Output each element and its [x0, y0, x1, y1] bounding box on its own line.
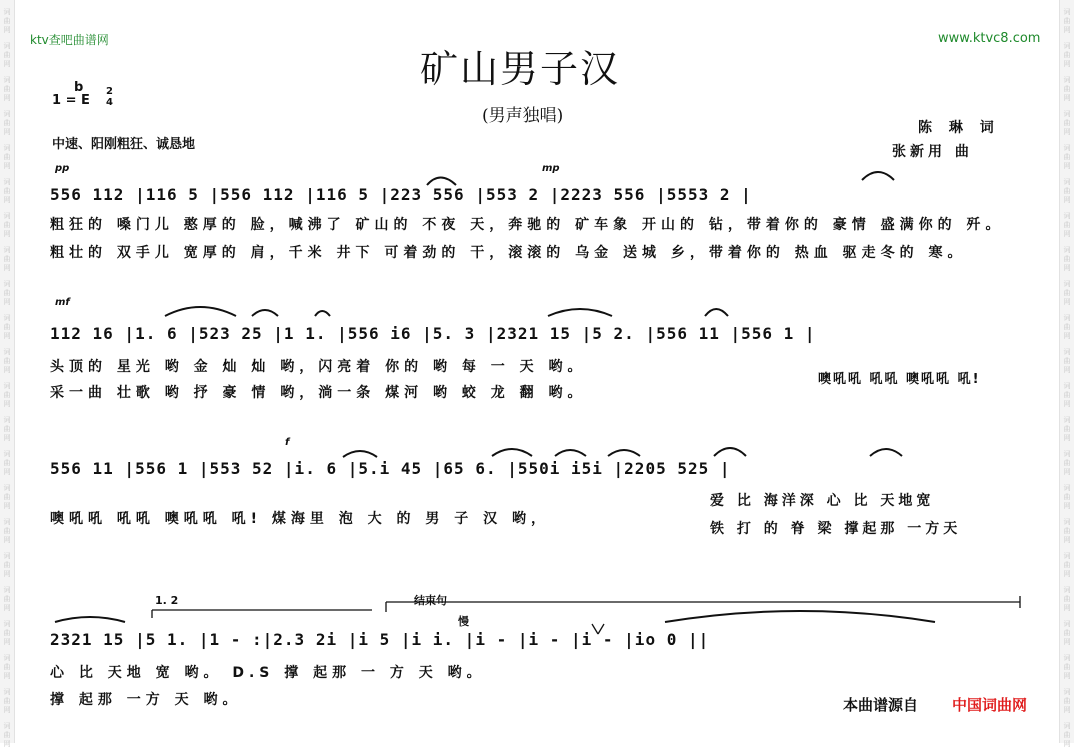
notation-row: 2321 15 |5 1. |1 - :|2.3 2i |i 5 |i i. |i - |i - |i - |io 0 || — [50, 630, 710, 649]
lyric-line: 头顶的 星光 哟 金 灿 灿 哟，闪亮着 你的 哟 每 一 天 哟。 — [50, 359, 587, 375]
site-url-right[interactable]: www.ktvc8.com — [938, 31, 1041, 46]
lyric-line: 粗壮的 双手儿 宽厚的 肩，千米 井下 可着劲的 干，滚滚的 乌金 送城 乡，带着你的 热血 驱走冬的 寒。 — [50, 245, 967, 261]
watermark-glyph: 词 曲 网 — [3, 416, 11, 442]
watermark-glyph: 词 曲 网 — [3, 620, 11, 646]
watermark-glyph: 词 曲 网 — [1063, 314, 1071, 340]
watermark-glyph: 词 曲 网 — [1063, 722, 1071, 748]
lyric-line: 采一曲 壮歌 哟 抒 豪 情 哟，淌一条 煤河 哟 蛟 龙 翻 哟。 — [50, 385, 587, 401]
watermark-glyph: 词 曲 网 — [3, 688, 11, 714]
site-name-left[interactable]: ktv查吧曲谱网 — [30, 33, 109, 47]
time-signature-top: 2 — [106, 86, 113, 97]
watermark-glyph: 词 曲 网 — [1063, 654, 1071, 680]
source-brand-link[interactable]: 中国词曲网 — [952, 696, 1028, 714]
watermark-glyph: 词 曲 网 — [3, 586, 11, 612]
watermark-glyph: 词 曲 网 — [3, 246, 11, 272]
watermark-glyph: 词 曲 网 — [1063, 42, 1071, 68]
watermark-glyph: 词 曲 网 — [3, 110, 11, 136]
watermark-glyph: 词 曲 网 — [1063, 620, 1071, 646]
watermark-glyph: 词 曲 网 — [1063, 280, 1071, 306]
lyricist-credit: 陈 琳 词 — [918, 120, 1000, 136]
watermark-glyph: 词 曲 网 — [3, 518, 11, 544]
watermark-glyph: 词 曲 网 — [1063, 144, 1071, 170]
watermark-glyph: 词 曲 网 — [3, 450, 11, 476]
split-lyric-line: 爱 比 海洋深 心 比 天地宽 — [710, 493, 935, 509]
watermark-glyph: 词 曲 网 — [3, 314, 11, 340]
watermark-glyph: 词 曲 网 — [1063, 484, 1071, 510]
notation-row: 556 112 |116 5 |556 112 |116 5 |223 556 |553 2 |2223 556 |5553 2 | — [50, 185, 752, 204]
lyric-line: 撑 起那 一方 天 哟。 — [50, 692, 242, 708]
watermark-glyph: 词 曲 网 — [1063, 76, 1071, 102]
song-subtitle: (男声独唱) — [482, 106, 564, 126]
time-signature-bottom: 4 — [106, 97, 113, 108]
watermark-glyph: 词 曲 网 — [1063, 586, 1071, 612]
lyric-line: 心 比 天地 宽 哟。 D.S 撑 起那 一 方 天 哟。 — [50, 665, 486, 681]
watermark-glyph: 词 曲 网 — [3, 76, 11, 102]
watermark-glyph: 词 曲 网 — [1063, 212, 1071, 238]
watermark-glyph: 词 曲 网 — [3, 8, 11, 34]
watermark-glyph: 词 曲 网 — [1063, 110, 1071, 136]
song-title: 矿山男子汉 — [420, 47, 621, 91]
watermark-glyph: 词 曲 网 — [1063, 552, 1071, 578]
volta-bracket-label: 1. 2 — [155, 594, 179, 607]
watermark-glyph: 词 曲 网 — [1063, 8, 1071, 34]
watermark-glyph: 词 曲 网 — [1063, 450, 1071, 476]
flat-sign: b — [74, 80, 84, 95]
tempo-change-mark: 慢 — [458, 615, 469, 628]
watermark-glyph: 词 曲 网 — [3, 382, 11, 408]
lyric-line: 噢吼吼 吼吼 噢吼吼 吼! 煤海里 泡 大 的 男 子 汉 哟， — [50, 511, 550, 527]
watermark-glyph: 词 曲 网 — [1063, 518, 1071, 544]
watermark-glyph: 词 曲 网 — [1063, 416, 1071, 442]
watermark-glyph: 词 曲 网 — [1063, 348, 1071, 374]
watermark-glyph: 词 曲 网 — [1063, 178, 1071, 204]
dynamic-mark: mp — [542, 163, 560, 174]
side-lyric: 噢吼吼 吼吼 噢吼吼 吼! — [818, 372, 981, 387]
key-signature: 1 = E — [52, 93, 90, 108]
source-label: 本曲谱源自 — [843, 696, 919, 714]
watermark-glyph: 词 曲 网 — [3, 144, 11, 170]
watermark-glyph: 词 曲 网 — [3, 42, 11, 68]
tempo-marking: 中速、阳刚粗狂、诚恳地 — [52, 137, 196, 152]
watermark-glyph: 词 曲 网 — [3, 348, 11, 374]
watermark-glyph: 词 曲 网 — [1063, 246, 1071, 272]
notation-row: 112 16 |1. 6 |523 25 |1 1. |556 i6 |5. 3 |2321 15 |5 2. |556 11 |556 1 | — [50, 324, 816, 343]
dynamic-mark: f — [285, 437, 290, 448]
ending-label: 结束句 — [414, 594, 447, 607]
dynamic-mark: mf — [55, 297, 70, 308]
watermark-glyph: 词 曲 网 — [3, 212, 11, 238]
watermark-glyph: 词 曲 网 — [3, 654, 11, 680]
watermark-glyph: 词 曲 网 — [3, 722, 11, 748]
watermark-glyph: 词 曲 网 — [3, 552, 11, 578]
watermark-glyph: 词 曲 网 — [3, 178, 11, 204]
composer-credit: 张新用 曲 — [892, 144, 973, 160]
watermark-glyph: 词 曲 网 — [3, 484, 11, 510]
watermark-glyph: 词 曲 网 — [1063, 382, 1071, 408]
lyric-line: 粗狂的 嗓门儿 憨厚的 脸，喊沸了 矿山的 不夜 天，奔驰的 矿车象 开山的 钻，带着你的 豪情 盛满你的 歼。 — [50, 217, 1005, 233]
watermark-glyph: 词 曲 网 — [3, 280, 11, 306]
notation-row: 556 11 |556 1 |553 52 |i. 6 |5.i 45 |65 6. |550i i5i |2205 525 | — [50, 459, 731, 478]
split-lyric-line: 铁 打 的 脊 梁 撑起那 一方天 — [710, 521, 962, 537]
dynamic-mark: pp — [55, 163, 70, 174]
watermark-glyph: 词 曲 网 — [1063, 688, 1071, 714]
